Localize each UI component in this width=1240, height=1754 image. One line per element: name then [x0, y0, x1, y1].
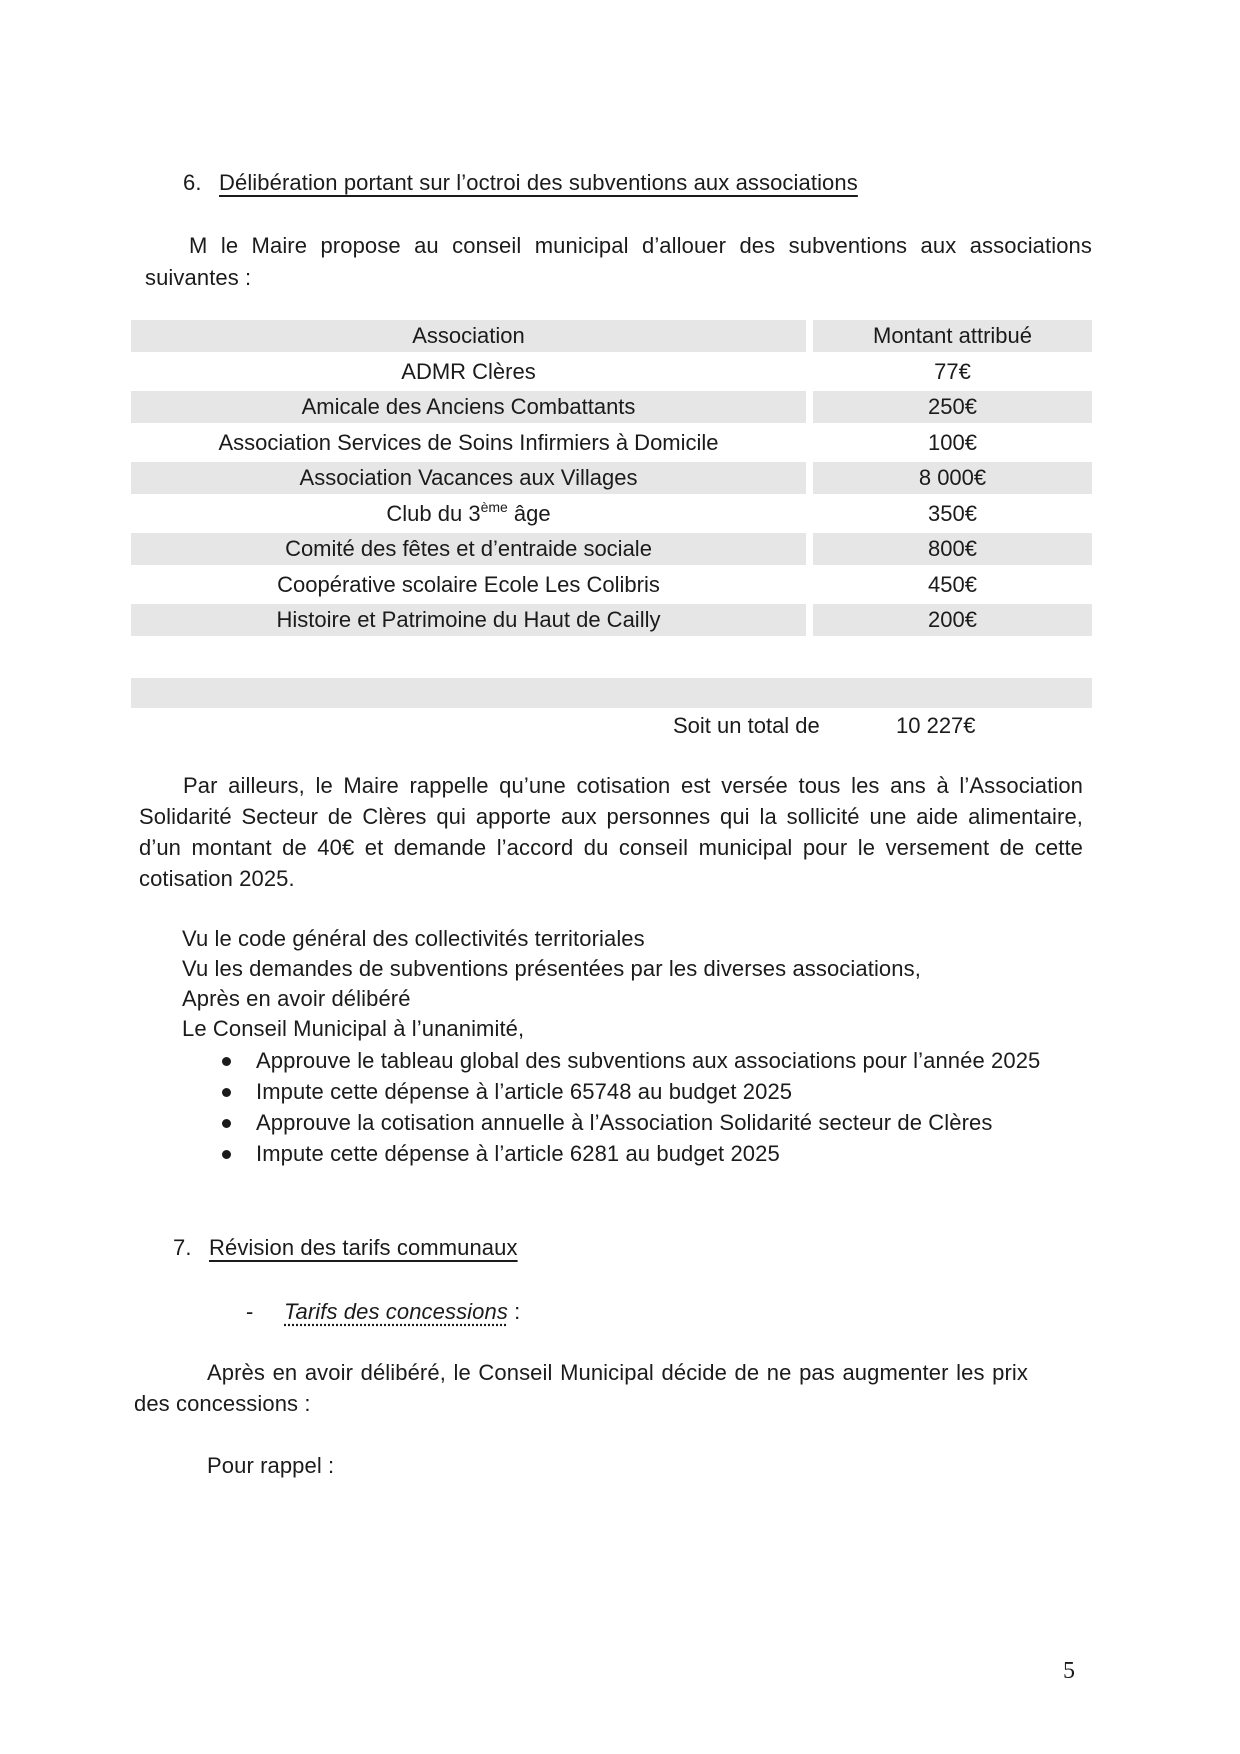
section-7-title: Révision des tarifs communaux	[209, 1235, 518, 1260]
row-association: Association Services de Soins Infirmiers à Domicile	[218, 429, 719, 455]
subsidies-table	[131, 318, 1092, 638]
row-association	[131, 498, 806, 530]
decision-item: Approuve le tableau global des subventions aux associations pour l’année 2025	[256, 1048, 1041, 1073]
decision-item: Approuve la cotisation annuelle à l’Association Solidarité secteur de Clères	[256, 1110, 993, 1135]
consideration-line: Vu le code général des collectivités territoriales	[182, 926, 645, 951]
page-number: 5	[1063, 1658, 1075, 1684]
section-6-number: 6.	[183, 170, 202, 195]
row-association-post: âge	[507, 500, 551, 526]
subheading-title: Tarifs des concessions	[284, 1299, 508, 1324]
row-amount: 250€	[813, 391, 1092, 423]
bullet-icon	[222, 1150, 231, 1159]
table-row	[131, 496, 1092, 532]
bullet-icon	[222, 1057, 231, 1066]
row-association: Association Vacances aux Villages	[131, 462, 806, 494]
row-amount: 77€	[934, 358, 971, 384]
row-amount: 200€	[813, 604, 1092, 636]
paragraph-2-line-3: d’un montant de 40€ et demande l’accord du conseil municipal pour le versement de cette	[139, 835, 1083, 860]
table-row	[131, 531, 1092, 567]
row-amount: 800€	[813, 533, 1092, 565]
consideration-line: Le Conseil Municipal à l’unanimité,	[182, 1016, 525, 1041]
section-7-text-line-1: Après en avoir délibéré, le Conseil Municipal décide de ne pas augmenter les prix	[207, 1360, 1028, 1385]
bullet-icon	[222, 1119, 231, 1128]
header-amount: Montant attribué	[813, 320, 1092, 352]
reminder-text: Pour rappel :	[207, 1453, 335, 1478]
decision-item: Impute cette dépense à l’article 65748 au budget 2025	[256, 1079, 793, 1104]
row-association: ADMR Clères	[401, 358, 536, 384]
table-row	[131, 425, 1092, 461]
row-amount: 450€	[928, 571, 977, 597]
row-association: Comité des fêtes et d’entraide sociale	[131, 533, 806, 565]
intro-line-2: suivantes :	[145, 265, 252, 290]
row-association-sup: ème	[480, 498, 508, 515]
total-label: Soit un total de	[673, 713, 820, 738]
row-association: Amicale des Anciens Combattants	[131, 391, 806, 423]
header-association: Association	[131, 320, 806, 352]
row-association-pre: Club du 3	[386, 500, 481, 526]
intro-line-1: M le Maire propose au conseil municipal d’allouer des subventions aux associations	[189, 233, 1092, 258]
paragraph-2-line-2: Solidarité Secteur de Clères qui apporte aux personnes qui la sollicité une aide alimentaire,	[139, 804, 1083, 829]
paragraph-2-line-4: cotisation 2025.	[139, 866, 295, 891]
paragraph-2-line-1: Par ailleurs, le Maire rappelle qu’une cotisation est versée tous les ans à l’Association	[183, 773, 1083, 798]
table-row	[131, 602, 1092, 638]
bullet-icon	[222, 1088, 231, 1097]
subheading	[284, 1296, 520, 1328]
row-amount: 350€	[928, 500, 977, 526]
row-association: Coopérative scolaire Ecole Les Colibris	[277, 571, 660, 597]
row-amount: 100€	[928, 429, 977, 455]
decision-item: Impute cette dépense à l’article 6281 au budget 2025	[256, 1141, 780, 1166]
subheading-dash: -	[246, 1299, 254, 1324]
section-7-number: 7.	[173, 1235, 192, 1260]
table-separator-bar	[131, 678, 1092, 708]
consideration-line: Après en avoir délibéré	[182, 986, 411, 1011]
table-header-row	[131, 318, 1092, 354]
section-7-text-line-2: des concessions :	[134, 1391, 311, 1416]
total-value: 10 227€	[896, 713, 976, 738]
table-row	[131, 460, 1092, 496]
section-6-title: Délibération portant sur l’octroi des subventions aux associations	[219, 170, 858, 195]
subheading-colon: :	[507, 1299, 521, 1324]
table-row	[131, 354, 1092, 390]
row-association: Histoire et Patrimoine du Haut de Cailly	[131, 604, 806, 636]
consideration-line: Vu les demandes de subventions présentées par les diverses associations,	[182, 956, 921, 981]
table-row	[131, 389, 1092, 425]
table-row	[131, 567, 1092, 603]
row-amount: 8 000€	[813, 462, 1092, 494]
